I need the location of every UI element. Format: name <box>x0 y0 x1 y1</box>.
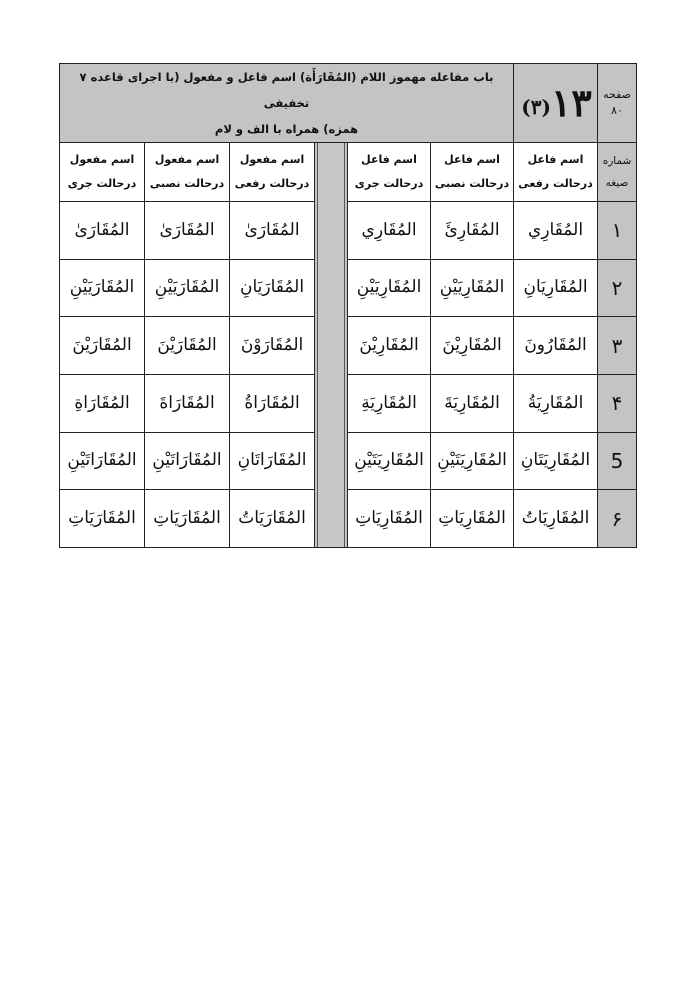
word-passive-jarr: المُقَارَيَيْنِ <box>60 259 145 317</box>
row-index: ۴ <box>598 374 637 432</box>
header-line1: اسم مفعول <box>154 152 220 166</box>
chapter-number: ۱۳ <box>550 80 592 125</box>
table-row <box>60 432 637 490</box>
word-active-raf: المُقَارِي <box>514 201 598 259</box>
page-label: صفحه <box>603 88 631 101</box>
word-passive-jarr: المُقَارَىٰ <box>60 201 145 259</box>
word-passive-jarr: المُقَارَاتَيْنِ <box>60 432 145 490</box>
word-active-jarr: المُقَارِيَتَيْنِ <box>348 432 431 490</box>
header-index-line2: صیغه <box>605 176 629 189</box>
table-row <box>60 490 637 548</box>
word-passive-raf: المُقَارَيَانِ <box>230 259 315 317</box>
word-passive-nasb: المُقَارَىٰ <box>145 201 230 259</box>
header-line1: اسم فاعل <box>361 152 417 166</box>
word-passive-raf: المُقَارَوْنَ <box>230 317 315 375</box>
page-number: ۸۰ <box>611 104 623 117</box>
header-index <box>598 143 637 202</box>
header-passive-jarr <box>60 143 145 202</box>
word-active-nasb: المُقَارِيْنَ <box>431 317 514 375</box>
table-row <box>60 259 637 317</box>
word-active-nasb: المُقَارِيَيْنِ <box>431 259 514 317</box>
word-active-nasb: المُقَارِئَ <box>431 201 514 259</box>
table-row <box>60 201 637 259</box>
word-passive-jarr: المُقَارَيَاتِ <box>60 490 145 548</box>
word-passive-nasb: المُقَارَيَاتِ <box>145 490 230 548</box>
header-passive-raf <box>230 143 315 202</box>
row-index: 5 <box>598 432 637 490</box>
column-header-row <box>60 143 637 202</box>
chapter-subnumber: (۳) <box>521 94 551 119</box>
header-line2: درحالت جری <box>354 176 424 190</box>
word-passive-raf: المُقَارَاةُ <box>230 374 315 432</box>
word-active-jarr: المُقَارِيَاتِ <box>348 490 431 548</box>
row-index: ۲ <box>598 259 637 317</box>
title-line-2: همزه) همراه با الف و لام <box>214 122 359 136</box>
page-title <box>60 64 514 143</box>
header-line2: درحالت رفعی <box>518 176 593 190</box>
word-active-raf: المُقَارُونَ <box>514 317 598 375</box>
header-line1: اسم فاعل <box>527 152 584 166</box>
word-passive-nasb: المُقَارَاتَيْنِ <box>145 432 230 490</box>
header-active-jarr <box>348 143 431 202</box>
word-active-jarr: المُقَارِيَيْنِ <box>348 259 431 317</box>
word-passive-raf: المُقَارَىٰ <box>230 201 315 259</box>
word-active-raf: المُقَارِيَةُ <box>514 374 598 432</box>
word-active-raf: المُقَارِيَانِ <box>514 259 598 317</box>
word-passive-nasb: المُقَارَاةَ <box>145 374 230 432</box>
word-passive-raf: المُقَارَيَاتُ <box>230 490 315 548</box>
word-passive-nasb: المُقَارَيَيْنِ <box>145 259 230 317</box>
word-active-raf: المُقَارِيَتَانِ <box>514 432 598 490</box>
row-index: ۶ <box>598 490 637 548</box>
word-passive-nasb: المُقَارَيْنَ <box>145 317 230 375</box>
header-line1: اسم مفعول <box>69 152 135 166</box>
word-active-nasb: المُقَارِيَاتِ <box>431 490 514 548</box>
page-number-cell <box>598 64 637 143</box>
header-index-line1: شماره <box>602 154 632 167</box>
column-separator <box>315 143 348 548</box>
word-active-nasb: المُقَارِيَةَ <box>431 374 514 432</box>
header-line1: اسم مفعول <box>239 152 305 166</box>
word-active-jarr: المُقَارِي <box>348 201 431 259</box>
header-line2: درحالت نصبی <box>434 176 510 190</box>
header-passive-nasb <box>145 143 230 202</box>
header-active-raf <box>514 143 598 202</box>
word-active-jarr: المُقَارِيْنَ <box>348 317 431 375</box>
word-passive-jarr: المُقَارَاةِ <box>60 374 145 432</box>
table-row <box>60 374 637 432</box>
row-index: ۱ <box>598 201 637 259</box>
row-index: ۳ <box>598 317 637 375</box>
conjugation-table <box>59 63 637 548</box>
word-active-nasb: المُقَارِيَتَيْنِ <box>431 432 514 490</box>
header-line1: اسم فاعل <box>444 152 500 166</box>
header-line2: درحالت نصبی <box>149 176 225 190</box>
word-passive-jarr: المُقَارَيْنَ <box>60 317 145 375</box>
header-line2: درحالت جری <box>67 176 137 190</box>
word-active-jarr: المُقَارِيَةِ <box>348 374 431 432</box>
chapter-number-cell <box>514 64 598 143</box>
table-row <box>60 317 637 375</box>
title-line-1: باب مفاعله مهموز اللام (المُقَارَأَة) اسم فاعل و مفعول (با اجرای قاعده ۷ تخفیفی <box>79 70 494 110</box>
header-active-nasb <box>431 143 514 202</box>
word-passive-raf: المُقَارَاتَانِ <box>230 432 315 490</box>
header-line2: درحالت رفعی <box>234 176 310 190</box>
word-active-raf: المُقَارِيَاتُ <box>514 490 598 548</box>
